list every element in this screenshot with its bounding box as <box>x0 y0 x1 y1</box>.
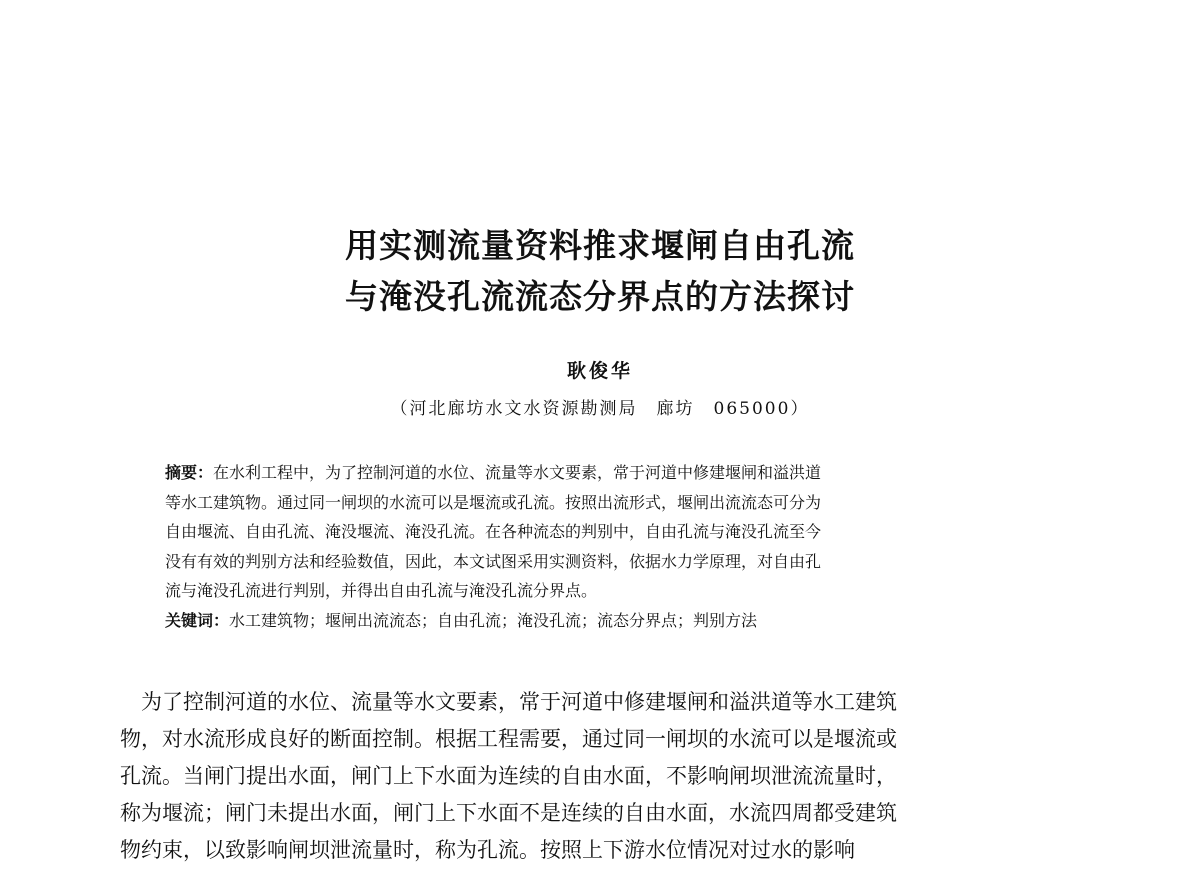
body-line-2: 物，对水流形成良好的断面控制。根据工程需要，通过同一闸坝的水流可以是堰流或 <box>120 727 897 751</box>
keywords-text: 水工建筑物；堰闸出流流态；自由孔流；淹没孔流；流态分界点；判别方法 <box>229 610 758 630</box>
abstract-text-1: 在水利工程中，为了控制河道的水位、流量等水文要素，常于河道中修建堰闸和溢洪道 <box>213 463 822 482</box>
abstract-line-1 <box>165 458 1045 488</box>
abstract-line-5: 流与淹没孔流进行判别，并得出自由孔流与淹没孔流分界点。 <box>165 581 598 600</box>
abstract-line-2: 等水工建筑物。通过同一闸坝的水流可以是堰流或孔流。按照出流形式，堰闸出流流态可分为 <box>165 492 822 512</box>
abstract-line-3: 自由堰流、自由孔流、淹没堰流、淹没孔流。在各种流态的判别中，自由孔流与淹没孔流至今 <box>165 522 822 541</box>
body-line-3: 孔流。当闸门提出水面，闸门上下水面为连续的自由水面，不影响闸坝泄流流量时， <box>120 764 897 788</box>
body-line-4: 称为堰流；闸门未提出水面，闸门上下水面不是连续的自由水面，水流四周都受建筑 <box>120 801 897 825</box>
author-affiliation: （河北廊坊水文水资源勘测局 廊坊 065000） <box>390 399 810 419</box>
body-line-5: 物约束，以致影响闸坝泄流量时，称为孔流。按照上下游水位情况对过水的影响 <box>120 838 855 862</box>
body-line-1: 为了控制河道的水位、流量等水文要素，常于河道中修建堰闸和溢洪道等水工建筑 <box>120 690 897 714</box>
author-name: 耿俊华 <box>566 360 633 382</box>
abstract-line-4: 没有有效的判别方法和经验数值，因此，本文试图采用实测资料，依据水力学原理，对自由孔 <box>165 551 822 571</box>
paper-title-line-1: 用实测流量资料推求堰闸自由孔流 <box>345 226 855 265</box>
keywords-label: 关键词： <box>165 610 230 630</box>
keywords-line <box>165 606 1045 636</box>
abstract-block <box>165 458 1045 635</box>
body-paragraph <box>120 684 1080 869</box>
paper-title-line-2: 与淹没孔流流态分界点的方法探讨 <box>345 277 855 316</box>
abstract-label: 摘要： <box>165 463 214 482</box>
